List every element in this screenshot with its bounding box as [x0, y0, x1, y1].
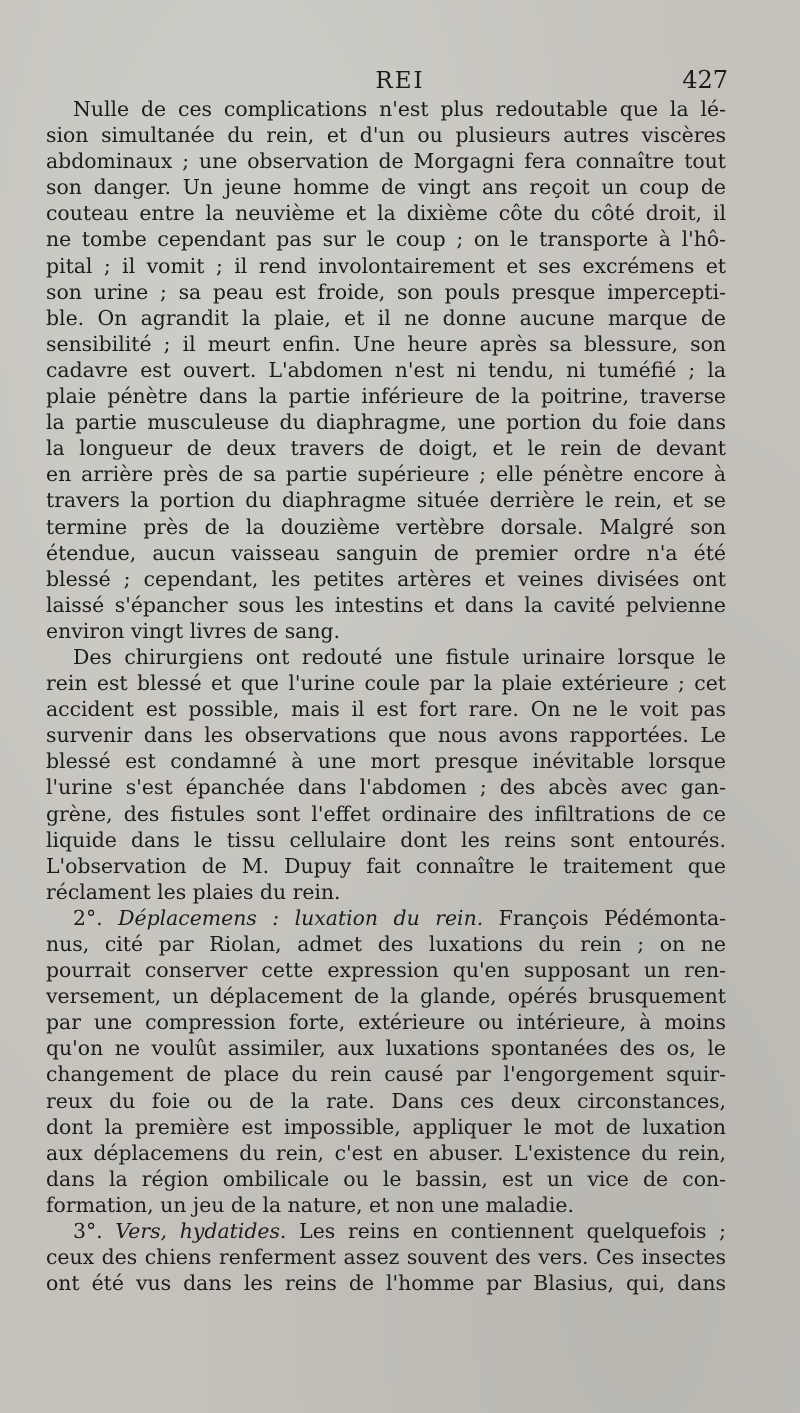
text-line: dont la première est impossible, appliquer le mot de luxation: [46, 1114, 726, 1139]
section-title: Déplacemens : luxation du rein.: [118, 905, 484, 930]
section-title: Vers, hydatides.: [115, 1219, 287, 1244]
text-line: par une compression forte, extérieure ou intérieure, à moins: [46, 1010, 726, 1035]
text-line: la partie musculeuse du diaphragme, une portion du foie dans: [46, 410, 726, 435]
body-text: [46, 96, 726, 1296]
text-line: survenir dans les observations que nous avons rapportées. Le: [46, 723, 726, 748]
text-line: étendue, aucun vaisseau sanguin de premier ordre n'a été: [46, 540, 726, 565]
text-line: son urine ; sa peau est froide, son pouls presque impercepti-: [46, 279, 726, 304]
text-line: versement, un déplacement de la glande, opérés brusquement: [46, 984, 726, 1009]
section-number: 3°.: [73, 1219, 103, 1244]
text-line: reux du foie ou de la rate. Dans ces deux circonstances,: [46, 1088, 726, 1113]
text-line: ble. On agrandit la plaie, et il ne donne aucune marque de: [46, 305, 726, 330]
section-heading-line: [46, 905, 726, 931]
running-head: REI: [375, 68, 425, 94]
paragraph-4: [46, 1218, 726, 1296]
text-line: L'observation de M. Dupuy fait connaître le traitement que: [46, 853, 726, 878]
text-line: nus, cité par Riolan, admet des luxations du rein ; on ne: [46, 932, 726, 956]
section-heading-line: [46, 1218, 726, 1244]
text-line: réclament les plaies du rein.: [46, 879, 341, 904]
text-line: grène, des fistules sont l'effet ordinaire des infiltrations de ce: [46, 801, 726, 826]
text-line: aux déplacemens du rein, c'est en abuser. L'existence du rein,: [46, 1140, 726, 1165]
section-lead-text: François Pédémonta-: [498, 905, 726, 930]
paragraph-1: [46, 96, 726, 644]
text-line: formation, un jeu de la nature, et non une maladie.: [46, 1192, 574, 1217]
text-line: rein est blessé et que l'urine coule par la plaie extérieure ; cet: [46, 671, 726, 696]
text-line: termine près de la douzième vertèbre dorsale. Malgré son: [46, 514, 726, 539]
text-line: plaie pénètre dans la partie inférieure de la poitrine, traverse: [46, 384, 726, 409]
text-line: Nulle de ces complications n'est plus redoutable que la lé-: [73, 97, 726, 121]
text-line: laissé s'épancher sous les intestins et dans la cavité pelvienne: [46, 592, 726, 617]
text-line: travers la portion du diaphragme située derrière le rein, et se: [46, 488, 726, 513]
text-line: dans la région ombilicale ou le bassin, est un vice de con-: [46, 1166, 726, 1191]
text-line: l'urine s'est épanchée dans l'abdomen ; des abcès avec gan-: [46, 775, 726, 800]
page-header: [0, 64, 800, 98]
text-line: environ vingt livres de sang.: [46, 618, 340, 643]
page-number: 427: [682, 66, 728, 94]
text-line: ne tombe cependant pas sur le coup ; on le transporte à l'hô-: [46, 227, 726, 252]
text-line: ont été vus dans les reins de l'homme par Blasius, qui, dans: [46, 1271, 726, 1296]
text-line: en arrière près de sa partie supérieure ; elle pénètre encore à: [46, 462, 726, 487]
text-line: accident est possible, mais il est fort rare. On ne le voit pas: [46, 697, 726, 722]
text-line: son danger. Un jeune homme de vingt ans reçoit un coup de: [46, 175, 726, 200]
section-number: 2°.: [73, 905, 103, 930]
text-line: changement de place du rein causé par l'engorgement squir-: [46, 1062, 726, 1087]
text-line: pourrait conserver cette expression qu'en supposant un ren-: [46, 958, 726, 983]
text-line: la longueur de deux travers de doigt, et le rein de devant: [46, 436, 726, 461]
text-line: cadavre est ouvert. L'abdomen n'est ni tendu, ni tuméfié ; la: [46, 357, 726, 382]
text-line: sion simultanée du rein, et d'un ou plusieurs autres viscères: [46, 123, 726, 148]
text-line: blessé est condamné à une mort presque inévitable lorsque: [46, 749, 726, 774]
paragraph-3: [46, 905, 726, 1218]
text-line: blessé ; cependant, les petites artères et veines divisées ont: [46, 566, 726, 591]
text-line: abdominaux ; une observation de Morgagni fera connaître tout: [46, 149, 726, 174]
text-line: qu'on ne voulût assimiler, aux luxations spontanées des os, le: [46, 1036, 726, 1061]
text-line: ceux des chiens renferment assez souvent des vers. Ces insectes: [46, 1245, 726, 1270]
section-lead-text: Les reins en contiennent quelquefois ;: [299, 1219, 726, 1244]
text-line: sensibilité ; il meurt enfin. Une heure après sa blessure, son: [46, 331, 726, 356]
text-line: pital ; il vomit ; il rend involontairement et ses excrémens et: [46, 253, 726, 278]
text-line: Des chirurgiens ont redouté une fistule urinaire lorsque le: [73, 644, 726, 669]
text-line: couteau entre la neuvième et la dixième côte du côté droit, il: [46, 201, 726, 226]
text-line: liquide dans le tissu cellulaire dont les reins sont entourés.: [46, 827, 726, 852]
paragraph-2: [46, 644, 726, 905]
